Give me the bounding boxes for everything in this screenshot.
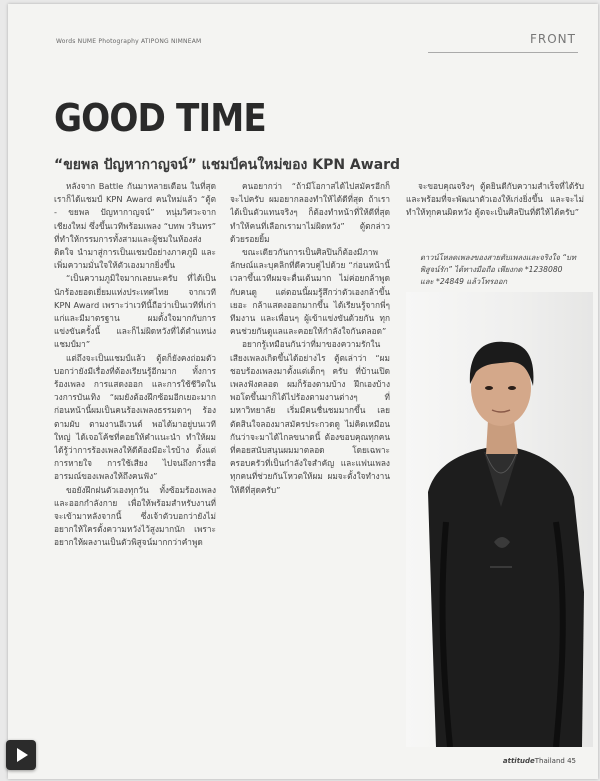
magazine-page — [8, 4, 598, 779]
article-subtitle: “ขยพล ปัญหากาญจน์” แชมป์คนใหม่ของ KPN Award — [54, 157, 401, 173]
man-portrait-illustration — [406, 292, 593, 747]
paragraph: ขณะเดียวกันการเป็นศิลปินก็ต้องมีภาพลักษณ์และบุคลิกที่ดีควบคู่ไปด้วย “ก่อนหน้านี้เวลาขึ้นเวทีผมจะตื่นเต้นมาก ไม่ค่อยกล้าพูดกับคนดู แต่ตอนนี้ผมรู้สึกว่าตัวเองกล้าขึ้นเยอะ กล้าแสดงออกมากขึ้น ได้เรียนรู้จากพี่ๆ ทีมงาน และเพื่อนๆ ผู้เข้าแข่งขันด้วยกัน ทุกคนช่วยกันดูแลและคอยให้กำลังใจกันตลอด” — [230, 247, 390, 337]
section-divider — [428, 52, 578, 53]
body-column-3 — [406, 180, 584, 250]
magazine-brand: attitude — [502, 757, 535, 765]
photo-credit: Words NUME Photography ATIPONG NIMNEAM — [56, 38, 202, 45]
section-label: FRONT — [530, 32, 576, 46]
body-column-2 — [230, 180, 390, 750]
paragraph: คนอยากว่า “ถ้ามีโอกาสได้ไปสมัครอีกก็จะไปครับ ผมอยากลองทำให้ได้ดีที่สุด ถ้าเราได้เป็นตัวแทนจริงๆ ก็ต้องทำหน้าที่ให้ดีที่สุด ทำให้คนที่เลือกเรามาไม่ผิดหวัง” ตู้ตกล่าวด้วยรอยยิ้ม — [230, 181, 390, 244]
page-footer — [503, 757, 576, 765]
paragraph: “เป็นความภูมิใจมากเลยนะครับ ที่ได้เป็นนักร้องยอดเยี่ยมแห่งประเทศไทย จากเวที KPN Award เพราะว่าเวทีนี้ถือว่าเป็นเวทีที่เก่าแก่และมีมาตรฐาน ผมตั้งใจมากกับการแข่งขันครั้งนี้ และก็ไม่ผิดหวังที่ได้ตำแหน่งแชมป์มา” — [54, 273, 216, 350]
paragraph: แต่ถึงจะเป็นแชมป์แล้ว ตู้ตก็ยังคงถ่อมตัว บอกว่ายังมีเรื่องที่ต้องเรียนรู้อีกมาก ทั้งการร้องเพลง การแสดงออก และการใช้ชีวิตในวงการบันเทิง “ผมยังต้องฝึกซ้อมอีกเยอะมาก ก่อนหน้านี้ผมเป็นคนร้องเพลงธรรมดาๆ ร้องตามผับ ตามงานอีเวนต์ พอได้มาอยู่บนเวทีใหญ่ ได้เจอโค้ชที่คอยให้คำแนะนำ ทำให้ผมได้รู้ว่าการร้องเพลงให้ดีต้องมีอะไรบ้าง ตั้งแต่การหายใจ การใช้เสียง ไปจนถึงการสื่ออารมณ์ของเพลงให้ถึงคนฟัง” — [54, 352, 216, 482]
article-title: GOOD TIME — [54, 96, 266, 140]
paragraph: หลังจาก Battle กันมาหลายเดือน ในที่สุดเราก็ได้แชมป์ KPN Award คนใหม่แล้ว “ตู้ต - ขยพล ปัญหากาญจน์” หนุ่มวิศวะจากเชียงใหม่ ซึ่งขึ้นเวทีพร้อมเพลง “บทพ วรินทร” ที่ทำให้กรรมการทั้งสามและผู้ชมในห้องส่งติดใจ นำมาสู่การเป็นแชมป์อย่างภาคภูมิ และเพิ่มความมั่นใจให้ตัวเองมากยิ่งขึ้น — [54, 181, 216, 271]
paragraph: ขอยังฝึกฝนตัวเองทุกวัน ทั้งซ้อมร้องเพลงและออกกำลังกาย เพื่อให้พร้อมสำหรับงานที่จะเข้ามาหลังจากนี้ ซึ่งเจ้าตัวบอกว่ายังไม่อยากให้ใครตั้งความหวังไว้สูงมากนัก เพราะอยากให้ผลงานเป็นตัวพิสูจน์มากกว่าคำพูด — [54, 484, 216, 548]
photo-caption: ดาวน์โหลดเพลงของสายตับเพลงและจริงใจ “บทพิสูจน์รัก” ได้ทางมือถือ เพียงกด *1238080 และ *24849 แล้วโทรออก — [420, 253, 576, 286]
play-icon[interactable] — [6, 740, 36, 770]
page-number: 45 — [567, 757, 576, 765]
paragraph: อยากรู้เหมือนกันว่าที่มาของความรักในเสียงเพลงเกิดขึ้นได้อย่างไร ตู้ตเล่าว่า “ผมชอบร้องเพลงมาตั้งแต่เด็กๆ ครับ ที่บ้านเปิดเพลงฟังตลอด ผมก็ร้องตามบ้าง ฝึกเองบ้าง พอโตขึ้นมาก็ได้ไปร้องตามงานต่างๆ ที่มหาวิทยาลัย เริ่มมีคนชื่นชมมากขึ้น เลยตัดสินใจลองมาสมัครประกวดดู ไม่คิดเหมือนกันว่าจะมาได้ไกลขนาดนี้ ต้องขอบคุณทุกคนที่คอยสนับสนุนผมมาตลอด โดยเฉพาะครอบครัวที่เป็นกำลังใจสำคัญ และแฟนเพลงทุกคนที่ช่วยกันโหวตให้ผม ผมจะตั้งใจทำงานให้ดีที่สุดครับ” — [230, 339, 390, 495]
body-column-1 — [54, 180, 216, 750]
portrait-photo — [406, 292, 593, 747]
magazine-edition: Thailand — [534, 757, 565, 765]
paragraph: จะขอบคุณจริงๆ ตู้ตยินดีกับความสำเร็จที่ได้รับ และพร้อมที่จะพัฒนาตัวเองให้เก่งยิ่งขึ้น และจะไม่ทำให้ทุกคนผิดหวัง ตู้ตจะเป็นศิลปินที่ดีให้ได้ครับ” — [406, 181, 584, 218]
